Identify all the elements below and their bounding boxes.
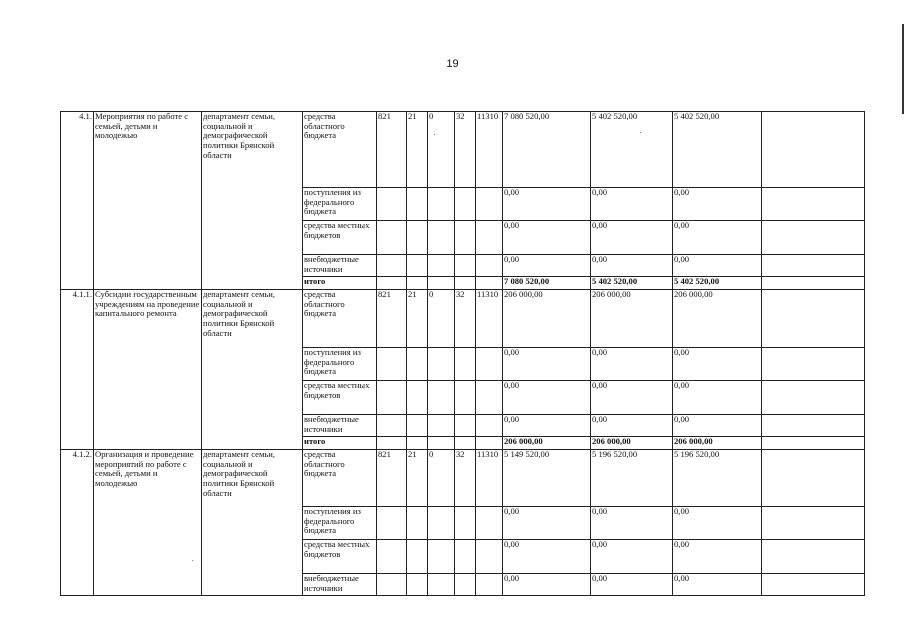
executor-name: департамент семьи, социальной и демографической политики Брянской области: [202, 112, 303, 290]
funding-source: поступления из федерального бюджета: [303, 188, 377, 221]
code-gp: [407, 437, 428, 450]
empty-cell: [762, 574, 865, 596]
amount-year-1: 0,00: [503, 381, 591, 415]
measure-number: 4.1.2.: [61, 450, 94, 596]
empty-cell: [762, 112, 865, 188]
code-direction: [476, 574, 503, 596]
amount-year-1: 5 149 520,00: [503, 450, 591, 507]
measure-number: 4.1.1.: [61, 290, 94, 450]
measure-name: Мероприятия по работе с семьей, детьми и молодежью: [94, 112, 202, 290]
code-gp: [407, 415, 428, 437]
funding-source: средства областного бюджета: [303, 112, 377, 188]
amount-year-2: 0,00: [591, 188, 673, 221]
code-grbs: [377, 437, 407, 450]
code-om: [455, 255, 476, 277]
empty-cell: [762, 507, 865, 540]
amount-year-2: 0,00: [591, 381, 673, 415]
amount-year-3: 0,00: [673, 381, 762, 415]
funding-source: средства местных бюджетов: [303, 221, 377, 255]
funding-source: внебюджетные источники: [303, 415, 377, 437]
code-gp: [407, 540, 428, 574]
amount-year-2: 0,00: [591, 221, 673, 255]
scan-speck: [192, 560, 193, 561]
amount-year-3: 0,00: [673, 574, 762, 596]
scan-speck: [640, 132, 641, 133]
code-gp: [407, 507, 428, 540]
code-pgp: [428, 348, 455, 381]
code-grbs: 821: [377, 450, 407, 507]
funding-source: средства местных бюджетов: [303, 381, 377, 415]
code-grbs: 821: [377, 290, 407, 348]
code-om: 32: [455, 112, 476, 188]
code-pgp: [428, 277, 455, 290]
empty-cell: [762, 188, 865, 221]
amount-year-3: 0,00: [673, 415, 762, 437]
empty-cell: [762, 450, 865, 507]
code-grbs: [377, 415, 407, 437]
code-gp: [407, 255, 428, 277]
code-om: [455, 540, 476, 574]
code-grbs: [377, 507, 407, 540]
budget-table: [60, 111, 865, 596]
code-pgp: [428, 415, 455, 437]
amount-year-2: 206 000,00: [591, 290, 673, 348]
code-gp: [407, 277, 428, 290]
code-pgp: [428, 255, 455, 277]
code-om: [455, 381, 476, 415]
code-om: [455, 188, 476, 221]
code-direction: [476, 437, 503, 450]
code-pgp: [428, 437, 455, 450]
amount-year-3: 5 402 520,00: [673, 277, 762, 290]
amount-year-2: 5 402 520,00: [591, 112, 673, 188]
code-om: 32: [455, 290, 476, 348]
amount-year-3: 0,00: [673, 540, 762, 574]
amount-year-2: 0,00: [591, 507, 673, 540]
code-direction: [476, 381, 503, 415]
funding-source: внебюджетные источники: [303, 255, 377, 277]
empty-cell: [762, 277, 865, 290]
code-direction: [476, 255, 503, 277]
amount-year-1: 0,00: [503, 348, 591, 381]
code-grbs: [377, 188, 407, 221]
code-gp: [407, 574, 428, 596]
code-pgp: [428, 188, 455, 221]
amount-year-3: 206 000,00: [673, 437, 762, 450]
empty-cell: [762, 348, 865, 381]
code-grbs: 821: [377, 112, 407, 188]
code-gp: 21: [407, 450, 428, 507]
code-gp: [407, 221, 428, 255]
amount-year-1: 7 080 520,00: [503, 277, 591, 290]
code-pgp: [428, 221, 455, 255]
amount-year-3: 5 402 520,00: [673, 112, 762, 188]
amount-year-2: 0,00: [591, 415, 673, 437]
code-om: [455, 221, 476, 255]
code-direction: [476, 507, 503, 540]
amount-year-3: 0,00: [673, 507, 762, 540]
code-direction: [476, 415, 503, 437]
empty-cell: [762, 437, 865, 450]
amount-year-3: 0,00: [673, 255, 762, 277]
funding-source: поступления из федерального бюджета: [303, 348, 377, 381]
code-om: 32: [455, 450, 476, 507]
code-direction: [476, 277, 503, 290]
amount-year-1: 0,00: [503, 188, 591, 221]
funding-source: итого: [303, 277, 377, 290]
amount-year-2: 0,00: [591, 348, 673, 381]
code-gp: 21: [407, 290, 428, 348]
code-gp: [407, 188, 428, 221]
code-grbs: [377, 574, 407, 596]
empty-cell: [762, 540, 865, 574]
amount-year-2: 0,00: [591, 540, 673, 574]
amount-year-3: 0,00: [673, 221, 762, 255]
table-row: [61, 112, 865, 188]
code-gp: [407, 348, 428, 381]
funding-source: итого: [303, 437, 377, 450]
amount-year-1: 0,00: [503, 415, 591, 437]
amount-year-2: 5 402 520,00: [591, 277, 673, 290]
amount-year-3: 206 000,00: [673, 290, 762, 348]
code-pgp: 0: [428, 112, 455, 188]
code-pgp: [428, 540, 455, 574]
amount-year-1: 206 000,00: [503, 290, 591, 348]
measure-name: Организация и проведение мероприятий по работе с семьей, детьми и молодежью: [94, 450, 202, 596]
page-number: 19: [446, 58, 459, 70]
code-pgp: 0: [428, 290, 455, 348]
measure-name: Субсидии государственным учреждениям на проведение капитального ремонта: [94, 290, 202, 450]
empty-cell: [762, 381, 865, 415]
funding-source: средства областного бюджета: [303, 290, 377, 348]
empty-cell: [762, 255, 865, 277]
scan-edge-line: [902, 24, 904, 114]
code-om: [455, 277, 476, 290]
amount-year-3: 5 196 520,00: [673, 450, 762, 507]
amount-year-2: 5 196 520,00: [591, 450, 673, 507]
executor-name: департамент семьи, социальной и демографической политики Брянской области: [202, 290, 303, 450]
code-gp: 21: [407, 112, 428, 188]
code-grbs: [377, 277, 407, 290]
code-grbs: [377, 381, 407, 415]
amount-year-1: 0,00: [503, 221, 591, 255]
code-pgp: 0: [428, 450, 455, 507]
amount-year-3: 0,00: [673, 348, 762, 381]
amount-year-2: 206 000,00: [591, 437, 673, 450]
code-pgp: [428, 574, 455, 596]
code-pgp: [428, 381, 455, 415]
amount-year-1: 0,00: [503, 540, 591, 574]
code-direction: [476, 348, 503, 381]
scan-speck: [434, 134, 435, 135]
code-om: [455, 437, 476, 450]
empty-cell: [762, 415, 865, 437]
amount-year-1: 206 000,00: [503, 437, 591, 450]
code-grbs: [377, 348, 407, 381]
funding-source: средства областного бюджета: [303, 450, 377, 507]
code-om: [455, 415, 476, 437]
amount-year-2: 0,00: [591, 574, 673, 596]
executor-name: департамент семьи, социальной и демографической политики Брянской области: [202, 450, 303, 596]
code-gp: [407, 381, 428, 415]
code-direction: 11310: [476, 450, 503, 507]
amount-year-1: 0,00: [503, 574, 591, 596]
amount-year-1: 7 080 520,00: [503, 112, 591, 188]
funding-source: внебюджетные источники: [303, 574, 377, 596]
empty-cell: [762, 221, 865, 255]
amount-year-2: 0,00: [591, 255, 673, 277]
measure-number: 4.1.: [61, 112, 94, 290]
code-om: [455, 507, 476, 540]
code-direction: [476, 540, 503, 574]
amount-year-3: 0,00: [673, 188, 762, 221]
amount-year-1: 0,00: [503, 507, 591, 540]
code-direction: [476, 221, 503, 255]
table-row: [61, 290, 865, 348]
empty-cell: [762, 290, 865, 348]
code-grbs: [377, 540, 407, 574]
amount-year-1: 0,00: [503, 255, 591, 277]
code-direction: 11310: [476, 290, 503, 348]
table-row: [61, 450, 865, 507]
code-pgp: [428, 507, 455, 540]
code-grbs: [377, 255, 407, 277]
code-direction: [476, 188, 503, 221]
code-grbs: [377, 221, 407, 255]
code-direction: 11310: [476, 112, 503, 188]
code-om: [455, 574, 476, 596]
funding-source: средства местных бюджетов: [303, 540, 377, 574]
funding-source: поступления из федерального бюджета: [303, 507, 377, 540]
code-om: [455, 348, 476, 381]
